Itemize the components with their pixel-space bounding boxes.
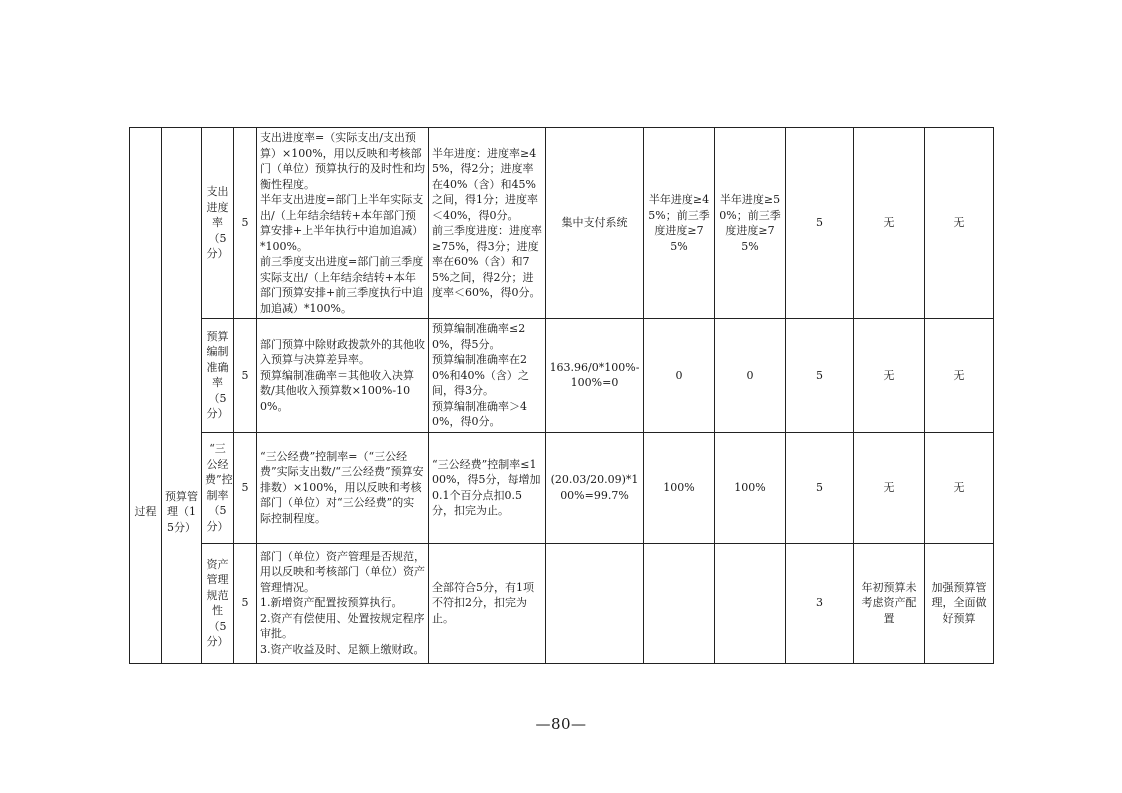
scoring-criteria: 预算编制准确率≤20%，得5分。 预算编制准确率在20%和40%（含）之间，得3分。 预算编制准确率＞40%，得0分。 — [429, 319, 546, 433]
indicator-description: 支出进度率=（实际支出/支出预算）×100%，用以反映和考核部门（单位）预算执行的及时性和均衡性程度。 半年支出进度=部门上半年实际支出/（上年结余结转+本年部门预算安排+上半年执行中追加追减）*100%。 前三季度支出进度=部门前三季度实际支出/（上年结余结转+本年部门预算安排+前三季度执行中追加追减）*100%。 — [257, 128, 429, 319]
problem: 无 — [854, 432, 925, 543]
scoring-criteria: 半年进度：进度率≥45%，得2分；进度率在40%（含）和45%之间，得1分；进度率＜40%，得0分。 前三季度进度：进度率≥75%，得3分；进度率在60%（含）和75%之间，得2分；进度率＜60%，得0分。 — [429, 128, 546, 319]
score: 5 — [786, 128, 854, 319]
score: 5 — [786, 319, 854, 433]
target-value: 0 — [644, 319, 715, 433]
indicator-description: 部门预算中除财政拨款外的其他收入预算与决算差异率。 预算编制准确率＝其他收入决算数/其他收入预算数×100%-100%。 — [257, 319, 429, 433]
indicator-name: “三公经费”控制率（5分） — [202, 432, 234, 543]
data-source — [546, 543, 644, 663]
suggestion: 无 — [925, 319, 994, 433]
indicator-weight: 5 — [234, 128, 257, 319]
actual-value — [715, 543, 786, 663]
problem: 无 — [854, 128, 925, 319]
indicator-description: “三公经费”控制率=（“三公经费”实际支出数/“三公经费”预算安排数）×100%，用以反映和考核部门（单位）对“三公经费”的实际控制程度。 — [257, 432, 429, 543]
performance-evaluation-table — [129, 127, 994, 664]
target-value — [644, 543, 715, 663]
indicator-weight: 5 — [234, 432, 257, 543]
actual-value: 0 — [715, 319, 786, 433]
indicator-weight: 5 — [234, 319, 257, 433]
table-row — [130, 319, 994, 433]
indicator-name: 资产管理规范性（5分） — [202, 543, 234, 663]
data-source: 163.96/0*100%-100%=0 — [546, 319, 644, 433]
level2-indicator: 预算管理（15分） — [162, 128, 202, 664]
scoring-criteria: “三公经费”控制率≤100%，得5分，每增加0.1个百分点扣0.5分，扣完为止。 — [429, 432, 546, 543]
suggestion: 无 — [925, 432, 994, 543]
data-source: (20.03/20.09)*100%=99.7% — [546, 432, 644, 543]
indicator-name: 支出进度率（5分） — [202, 128, 234, 319]
problem: 无 — [854, 319, 925, 433]
table-row — [130, 128, 994, 319]
scoring-criteria: 全部符合5分，有1项不符扣2分，扣完为止。 — [429, 543, 546, 663]
actual-value: 半年进度≥50%；前三季度进度≥75% — [715, 128, 786, 319]
score: 3 — [786, 543, 854, 663]
target-value: 半年进度≥45%；前三季度进度≥75% — [644, 128, 715, 319]
table-row — [130, 543, 994, 663]
score: 5 — [786, 432, 854, 543]
actual-value: 100% — [715, 432, 786, 543]
indicator-description: 部门（单位）资产管理是否规范，用以反映和考核部门（单位）资产管理情况。 1.新增资产配置按预算执行。 2.资产有偿使用、处置按规定程序审批。 3.资产收益及时、足额上缴财政。 — [257, 543, 429, 663]
indicator-weight: 5 — [234, 543, 257, 663]
data-source: 集中支付系统 — [546, 128, 644, 319]
suggestion: 无 — [925, 128, 994, 319]
table-row — [130, 432, 994, 543]
indicator-name: 预算编制准确率（5分） — [202, 319, 234, 433]
problem: 年初预算未考虑资产配置 — [854, 543, 925, 663]
target-value: 100% — [644, 432, 715, 543]
page-number: —80— — [535, 715, 587, 733]
suggestion: 加强预算管理，全面做好预算 — [925, 543, 994, 663]
level1-indicator: 过程 — [130, 128, 162, 664]
